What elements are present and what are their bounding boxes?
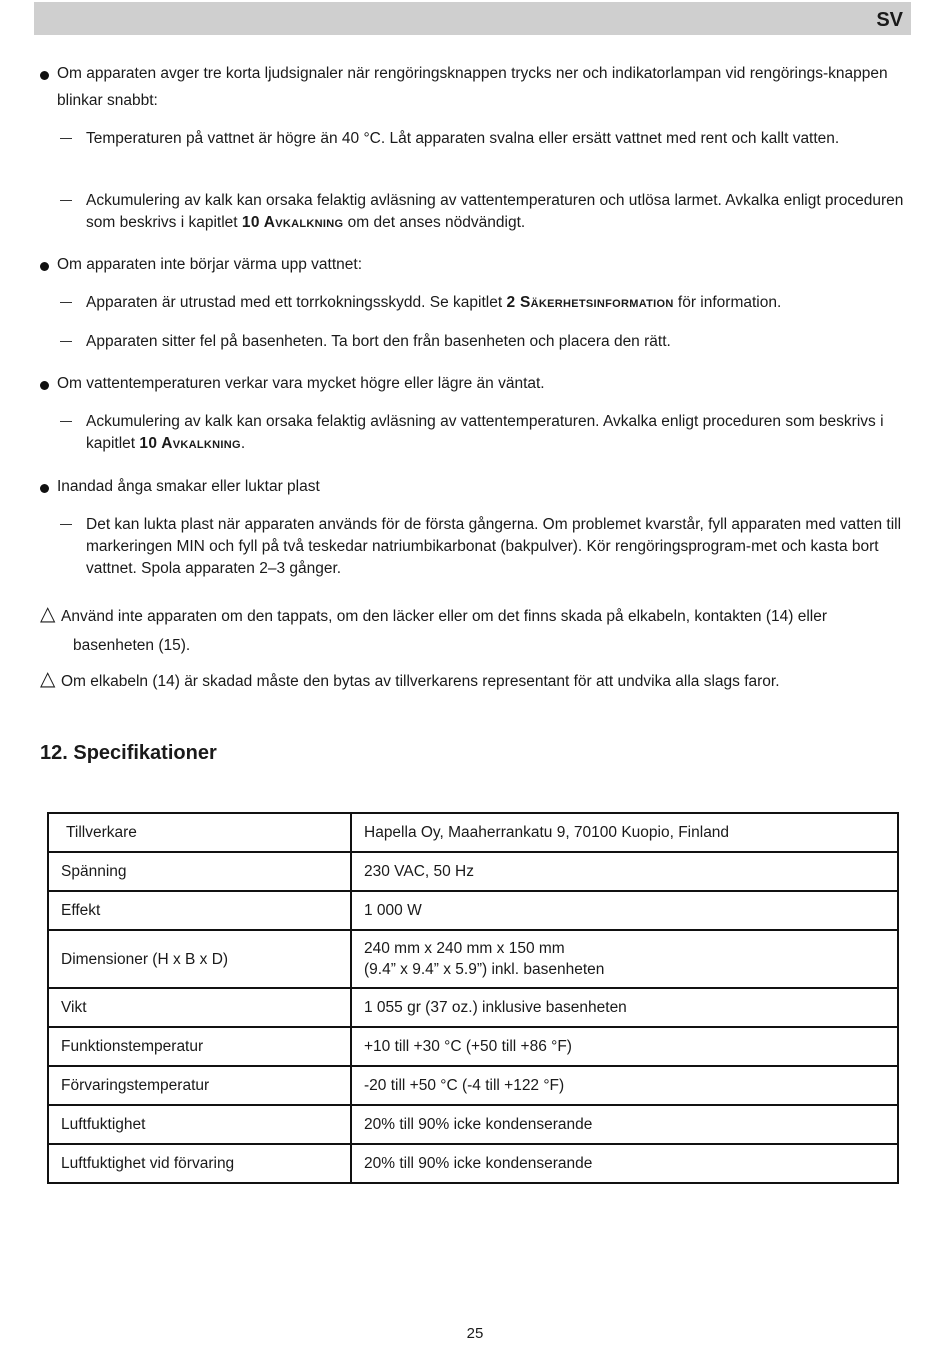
warning-item [40,602,910,660]
sub-item [60,331,910,353]
sub-text: Temperaturen på vattnet är högre än 40 °C. Låt apparaten svalna eller ersätt vattnet med rent och kallt vatten. [86,130,840,147]
table-row [48,813,898,852]
dash-icon [60,341,72,342]
bullet-text: Om apparaten inte börjar värma upp vattnet: [57,256,362,273]
warning-item [40,667,910,696]
spec-key: Luftfuktighet vid förvaring [48,1144,351,1183]
sub-item [60,190,910,234]
sub-text: Ackumulering av kalk kan orsaka felaktig avläsning av vattentemperaturen och utlösa larmet. Avkalka enligt proceduren som beskrivs i kapitlet 10 Avkalkning om det anses nödvändigt. [86,192,904,231]
spec-value: -20 till +50 °C (-4 till +122 °F) [351,1066,898,1105]
chapter-reference: 10 Avkalkning [241,214,344,231]
language-code: SV [876,9,903,31]
dash-icon [60,200,72,201]
bullet-dot-icon [40,71,49,80]
table-row [48,852,898,891]
spec-value-line: (9.4” x 9.4” x 5.9”) inkl. basenheten [364,961,605,978]
warning-triangle-icon: △ [40,603,56,625]
spec-value: Hapella Oy, Maaherrankatu 9, 70100 Kuopio, Finland [351,813,898,852]
sub-item [60,514,910,580]
dash-icon [60,302,72,303]
spec-key: Spänning [48,852,351,891]
spec-key: Förvaringstemperatur [48,1066,351,1105]
spec-value: 20% till 90% icke kondenserande [351,1105,898,1144]
spec-value: +10 till +30 °C (+50 till +86 °F) [351,1027,898,1066]
specifications-table [47,812,899,1184]
bullet-item [40,60,910,114]
bullet-dot-icon [40,381,49,390]
chapter-reference: 10 Avkalkning [139,435,241,452]
bullet-text: Om vattentemperaturen verkar vara mycket högre eller lägre än väntat. [57,375,545,392]
sub-text: Det kan lukta plast när apparaten används för de första gångerna. Om problemet kvarstår, fyll apparaten med vatten till markeringen MIN och fyll på två teskedar natriumbikarbonat (bakpulver). Kör rengöringsprogram-met och kasta bort vattnet. Spola apparaten 2–3 gånger. [86,516,902,577]
spec-value-line: 240 mm x 240 mm x 150 mm [364,940,565,957]
bullet-dot-icon [40,262,49,271]
page-header-bar [34,2,911,35]
sub-item [60,411,910,455]
section-title: 12. Specifikationer [40,742,217,764]
chapter-reference: 2 Säkerhetsinformation [506,294,674,311]
sub-text: Apparaten sitter fel på basenheten. Ta bort den från basenheten och placera den rätt. [86,333,671,350]
spec-key: Effekt [48,891,351,930]
page-number: 25 [466,1325,484,1342]
warning-text-continued: basenheten (15). [73,637,191,654]
spec-key: Funktionstemperatur [48,1027,351,1066]
warning-text: Använd inte apparaten om den tappats, om den läcker eller om det finns skada på elkabeln, kontakten (14) eller [61,608,827,625]
spec-key: Dimensioner (H x B x D) [48,930,351,988]
bullet-dot-icon [40,484,49,493]
warning-text: Om elkabeln (14) är skadad måste den bytas av tillverkarens representant för att undvika alla slags faror. [61,673,780,690]
dash-icon [60,138,72,139]
bullet-item [40,370,910,397]
dash-icon [60,524,72,525]
warning-triangle-icon: △ [40,668,56,690]
bullet-text: Om apparaten avger tre korta ljudsignaler när rengöringsknappen trycks ner och indikatorlampan vid rengörings-knappen blinkar snabbt: [57,65,888,109]
bullet-item [40,251,910,278]
table-row [48,988,898,1027]
table-row [48,1027,898,1066]
spec-value [351,930,898,988]
spec-value: 1 055 gr (37 oz.) inklusive basenheten [351,988,898,1027]
table-row [48,1066,898,1105]
sub-item [60,128,910,150]
bullet-item [40,473,910,500]
dash-icon [60,421,72,422]
spec-value: 20% till 90% icke kondenserande [351,1144,898,1183]
spec-value: 1 000 W [351,891,898,930]
spec-key: Vikt [48,988,351,1027]
sub-text: Apparaten är utrustad med ett torrkokningsskydd. Se kapitlet 2 Säkerhetsinformation för information. [86,294,782,311]
sub-item [60,292,910,314]
table-row [48,891,898,930]
spec-key: Tillverkare [48,813,351,852]
bullet-text: Inandad ånga smakar eller luktar plast [57,478,320,495]
table-row [48,1105,898,1144]
spec-key: Luftfuktighet [48,1105,351,1144]
spec-value: 230 VAC, 50 Hz [351,852,898,891]
sub-text: Ackumulering av kalk kan orsaka felaktig avläsning av vattentemperaturen. Avkalka enligt proceduren som beskrivs i kapitlet 10 Avkalkning. [86,413,884,452]
table-row [48,930,898,988]
table-row [48,1144,898,1183]
